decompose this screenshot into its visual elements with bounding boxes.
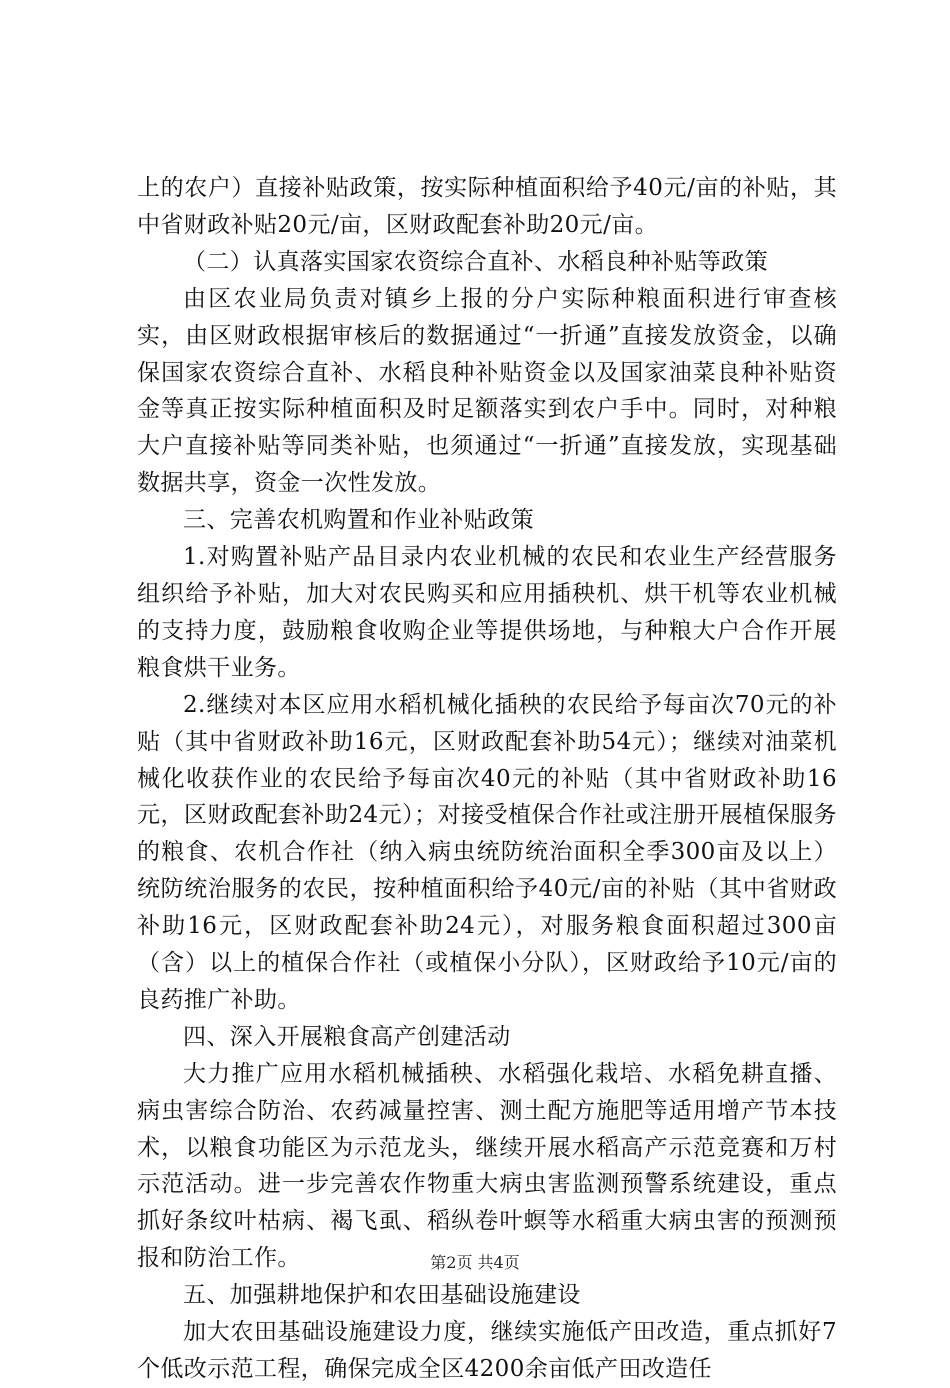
heading-section-5: 五、加强耕地保护和农田基础设施建设 [183, 1282, 581, 1309]
heading-section-4: 四、深入开展粮食高产创建活动 [183, 1023, 511, 1050]
paragraph-item-2: 2.继续对本区应用水稻机械化插秧的农民给予每亩次70元的补贴（其中省财政补助16元，区财政配套补助54元）；继续对油菜机械化收获作业的农民给予每亩次40元的补贴（其中省财政补助16元，区财政配套补助24元）；对接受植保合作社或注册开展植保服务的粮食、农机合作社（纳入病虫统防统治面积全季300亩及以上）统防统治服务的农民，按种植面积给予40元/亩的补贴（其中省财政补助16元，区财政配套补助24元），对服务粮食面积超过300亩（含）以上的植保合作社（或植保小分队），区财政给予10元/亩的良药推广补助。 [137, 691, 837, 1013]
page-number-footer: 第2页 共4页 [430, 1253, 520, 1272]
paragraph-subsidy-verification: 由区农业局负责对镇乡上报的分户实际种粮面积进行审查核实，由区财政根据审核后的数据通过“一折通”直接发放资金，以确保国家农资综合直补、水稻良种补贴资金以及国家油菜良种补贴资金等真正按实际种植面积及时足额落实到农户手中。同时，对种粮大户直接补贴等同类补贴，也须通过“一折通”直接发放，实现基础数据共享，资金一次性发放。 [137, 285, 837, 497]
subheading-2: （二）认真落实国家农资综合直补、水稻良种补贴等政策 [183, 248, 768, 275]
heading-section-3: 三、完善农机购置和作业补贴政策 [183, 507, 534, 534]
paragraph-farmland: 加大农田基础设施建设力度，继续实施低产田改造，重点抓好7个低改示范工程，确保完成全区4200余亩低产田改造任 [137, 1319, 837, 1382]
paragraph-continued: 上的农户）直接补贴政策，按实际种植面积给予40元/亩的补贴，其中省财政补贴20元/亩，区财政配套补助20元/亩。 [137, 175, 837, 238]
document-body [137, 170, 837, 1388]
paragraph-high-yield: 大力推广应用水稻机械插秧、水稻强化栽培、水稻免耕直播、病虫害综合防治、农药减量控害、测土配方施肥等适用增产节本技术，以粮食功能区为示范龙头，继续开展水稻高产示范竞赛和万村示范活动。进一步完善农作物重大病虫害监测预警系统建设，重点抓好条纹叶枯病、褐飞虱、稻纵卷叶螟等水稻重大病虫害的预测预报和防治工作。 [137, 1060, 837, 1272]
paragraph-item-1: 1.对购置补贴产品目录内农业机械的农民和农业生产经营服务组织给予补贴，加大对农民购买和应用插秧机、烘干机等农业机械的支持力度，鼓励粮食收购企业等提供场地，与种粮大户合作开展粮食烘干业务。 [137, 544, 837, 681]
